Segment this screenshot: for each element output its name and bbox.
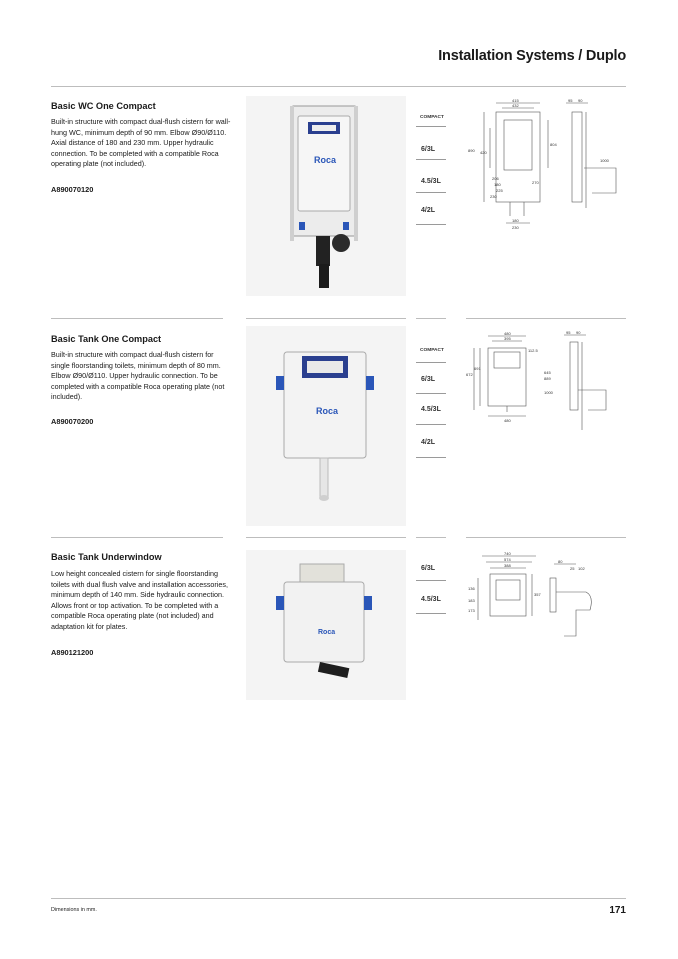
flush-option-label: 4.5/3L <box>421 178 441 185</box>
page-title: Installation Systems / Duplo <box>438 48 626 64</box>
flush-option-divider <box>416 424 446 425</box>
dimension-label: 180 <box>494 182 501 187</box>
svg-text:Roca: Roca <box>316 406 339 416</box>
dimension-label: 1000 <box>544 390 553 395</box>
dimension-label: 480 <box>504 418 511 423</box>
dimension-label: 95 <box>566 330 571 335</box>
flush-option-label: 6/3L <box>421 565 436 572</box>
dimension-label: 90 <box>576 330 581 335</box>
section-rule <box>466 318 626 319</box>
dimension-label: 388 <box>504 563 511 568</box>
section-rule <box>416 86 446 87</box>
dimension-label: 432 <box>512 103 519 108</box>
dimension-label: 415 <box>512 98 519 103</box>
section-rule <box>416 318 446 319</box>
svg-text:Roca: Roca <box>318 629 336 636</box>
section-rule <box>466 537 626 538</box>
flush-option-divider <box>416 580 446 581</box>
flush-option-label: COMPACT <box>420 348 444 353</box>
dimension-label: 645 <box>544 370 551 375</box>
dimension-label: 95 <box>568 98 573 103</box>
dimension-label: 80 <box>558 559 563 564</box>
dimension-label: 740 <box>504 551 511 556</box>
technical-drawing <box>466 330 626 440</box>
technical-drawing <box>466 98 626 233</box>
product-description: Low height concealed cistern for single floorstanding toilets with dual flush valve and installation accessories, minimum depth of 140 mm. Side hydraulic connection. Allows front or top activation. To be completed with a compatible Roca operating plate (not included) and adaptation kit for plates. <box>51 569 228 631</box>
dimension-label: 25 <box>570 566 575 571</box>
flush-option-label: 4.5/3L <box>421 596 441 603</box>
section-rule <box>51 318 223 319</box>
product-title: Basic Tank Underwindow <box>51 552 162 562</box>
dimension-label: 102 <box>578 566 585 571</box>
flush-option-divider <box>416 224 446 225</box>
product-photo-tank-underwindow <box>246 550 406 750</box>
flush-option-divider <box>416 613 446 614</box>
product-code: A890070200 <box>51 417 94 426</box>
flush-option-label: COMPACT <box>420 115 444 120</box>
flush-option-divider <box>416 126 446 127</box>
dimension-label: 183 <box>468 598 475 603</box>
section-rule <box>51 86 223 87</box>
dimension-label: 395 <box>504 336 511 341</box>
flush-option-label: 6/3L <box>421 146 436 153</box>
section-rule <box>246 537 406 538</box>
flush-option-divider <box>416 393 446 394</box>
product-photo-tank-compact <box>246 326 406 526</box>
flush-option-divider <box>416 159 446 160</box>
dimension-label: 112.5 <box>528 348 538 353</box>
flush-option-divider <box>416 362 446 363</box>
dimension-label: 136 <box>468 586 475 591</box>
dimension-label: 804 <box>550 142 557 147</box>
dimension-label: 180 <box>512 218 519 223</box>
dimension-label: 890 <box>468 148 475 153</box>
footer-note: Dimensions in mm. <box>51 907 97 913</box>
dimension-label: 225 <box>496 188 503 193</box>
dimension-label: 270 <box>532 180 539 185</box>
product-code: A890121200 <box>51 648 94 657</box>
product-photo-wc-frame <box>246 96 406 296</box>
section-rule <box>466 86 626 87</box>
product-description: Built-in structure with compact dual-flush cistern for single floorstanding toilets, minimum depth of 80 mm. Elbow Ø90/Ø110. Upper hydraulic connection. To be completed with a compatible Roca operating plate (not included). <box>51 350 225 402</box>
svg-text:Roca: Roca <box>314 155 337 165</box>
page-number: 171 <box>609 905 626 916</box>
flush-option-divider <box>416 457 446 458</box>
dimension-label: 480 <box>504 331 511 336</box>
dimension-label: 574 <box>504 557 511 562</box>
section-rule <box>246 86 406 87</box>
dimension-label: 672 <box>466 372 473 377</box>
product-title: Basic Tank One Compact <box>51 334 162 344</box>
product-code: A890070120 <box>51 185 94 194</box>
footer-rule <box>51 898 626 899</box>
technical-drawing <box>466 550 626 645</box>
dimension-label: 1000 <box>600 158 609 163</box>
section-rule <box>51 537 223 538</box>
dimension-label: 230 <box>490 194 497 199</box>
dimension-label: 230 <box>512 225 519 230</box>
dimension-label: 90 <box>578 98 583 103</box>
dimension-label: 206 <box>492 176 499 181</box>
flush-option-label: 4.5/3L <box>421 406 441 413</box>
section-rule <box>416 537 446 538</box>
flush-option-label: 6/3L <box>421 376 436 383</box>
flush-option-label: 4/2L <box>421 207 436 214</box>
dimension-label: 357 <box>534 592 541 597</box>
flush-option-divider <box>416 192 446 193</box>
dimension-label: 173 <box>468 608 475 613</box>
section-rule <box>246 318 406 319</box>
flush-option-label: 4/2L <box>421 439 436 446</box>
dimension-label: 691 <box>474 366 481 371</box>
product-description: Built-in structure with compact dual-flush cistern for wall-hung WC, minimum depth of 90 mm. Elbow Ø90/Ø110. Axial distance of 180 and 230 mm. Upper hydraulic connection. To be completed with a compatible Roca operating plate (not included). <box>51 117 231 169</box>
dimension-label: 889 <box>544 376 551 381</box>
product-title: Basic WC One Compact <box>51 101 156 111</box>
dimension-label: 420 <box>480 150 487 155</box>
